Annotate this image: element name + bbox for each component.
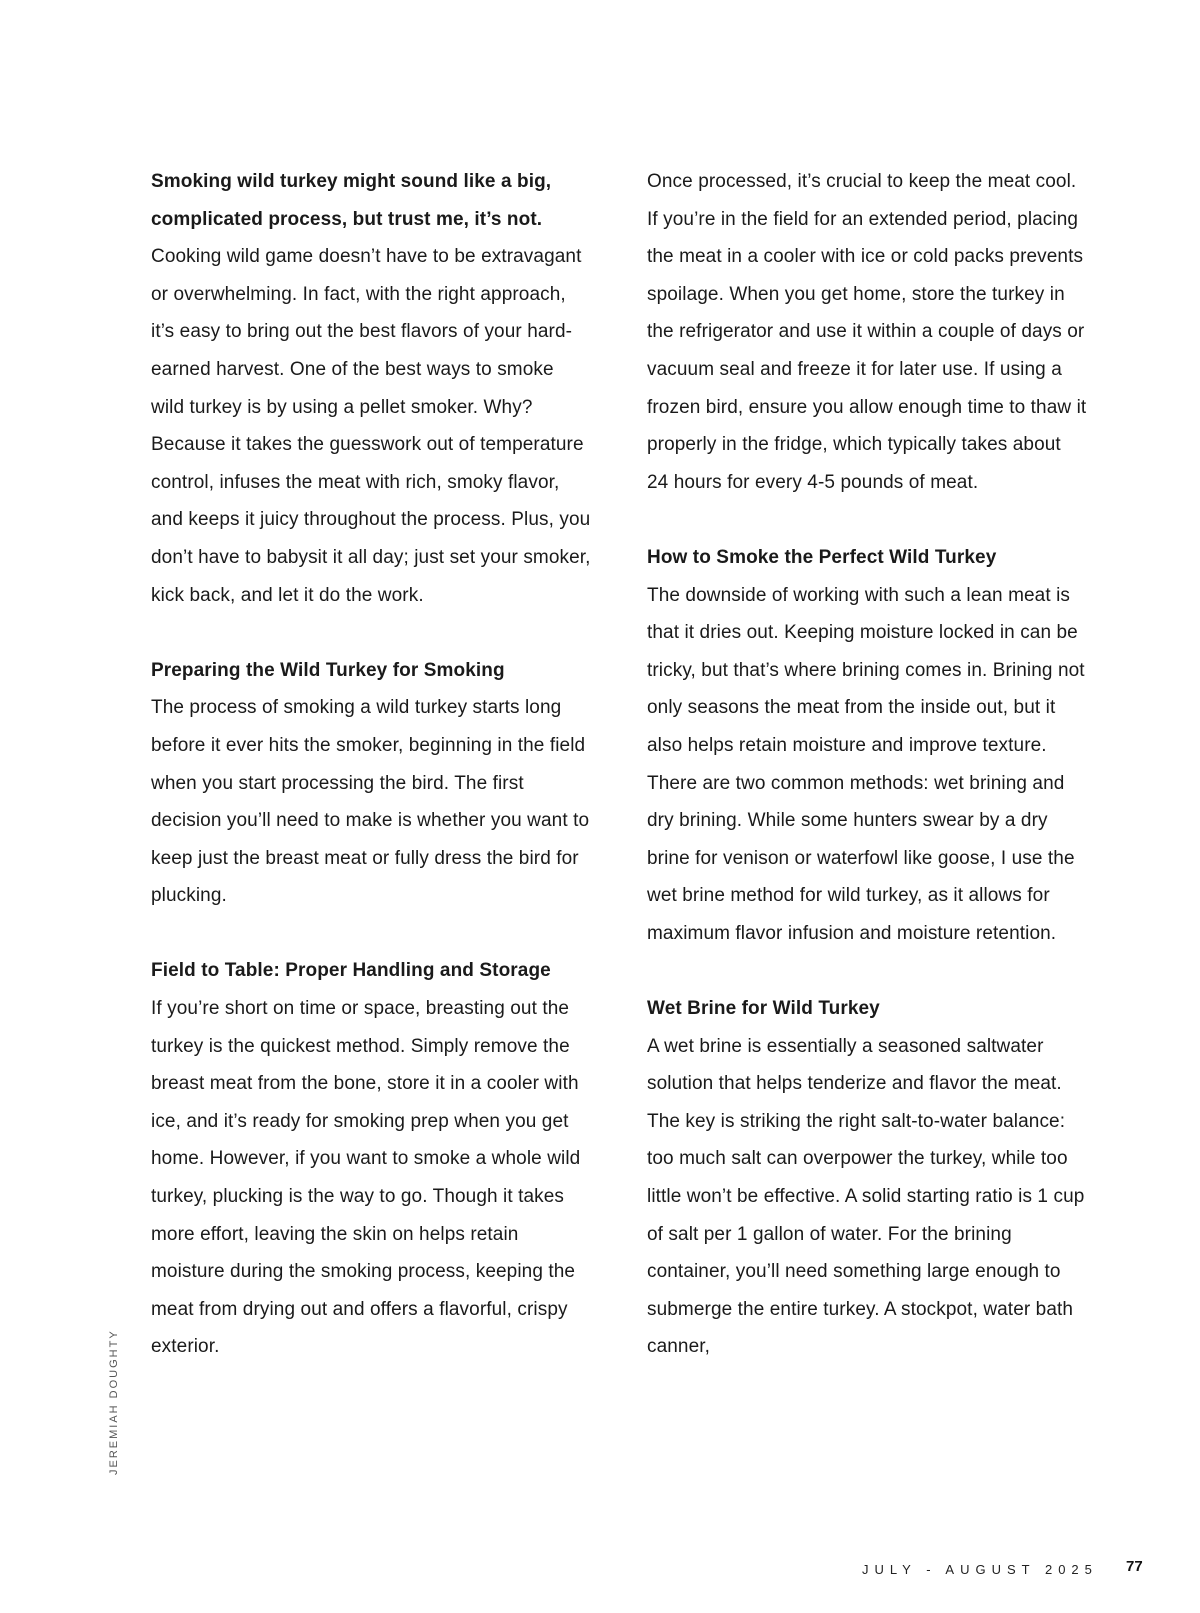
- issue-date: JULY - AUGUST 2025: [862, 1562, 1098, 1577]
- section-body-field-to-table: If you’re short on time or space, breasting out the turkey is the quickest method. Simply remove the breast meat from the bone, store it in a cooler with ice, and it’s ready for smoking prep when you get home. However, if you want to smoke a whole wild turkey, plucking is the way to go. Though it takes more effort, leaving the skin on helps retain moisture during the smoking process, keeping the meat from drying out and offers a flavorful, crispy exterior.: [151, 998, 581, 1358]
- intro-paragraph: [151, 163, 591, 614]
- storage-paragraph: Once processed, it’s crucial to keep the meat cool. If you’re in the field for an extended period, placing the meat in a cooler with ice or cold packs prevents spoilage. When you get home, store the turkey in the refrigerator and use it within a couple of days or vacuum seal and freeze it for later use. If using a frozen bird, ensure you allow enough time to thaw it properly in the fridge, which typically takes about 24 hours for every 4-5 pounds of meat.: [647, 171, 1087, 493]
- section-body-how-to-smoke: The downside of working with such a lean meat is that it dries out. Keeping moisture locked in can be tricky, but that’s where brining comes in. Brining not only seasons the meat from the inside out, but it also helps retain moisture and improve texture. There are two common methods: wet brining and dry brining. While some hunters swear by a dry brine for venison or waterfowl like goose, I use the wet brine method for wild turkey, as it allows for maximum flavor infusion and moisture retention.: [647, 584, 1085, 944]
- intro-text: Cooking wild game doesn’t have to be extravagant or overwhelming. In fact, with the right approach, it’s easy to bring out the best flavors of your hard-earned harvest. One of the best ways to smoke wild turkey is by using a pellet smoker. Why? Because it takes the guesswork out of temperature control, infuses the meat with rich, smoky flavor, and keeps it juicy throughout the process. Plus, you don’t have to babysit it all day; just set your smoker, kick back, and let it do the work.: [151, 246, 591, 606]
- section-heading-wet-brine: Wet Brine for Wild Turkey: [647, 998, 880, 1020]
- article-right-column: [647, 163, 1087, 1366]
- lead-sentence: Smoking wild turkey might sound like a big, complicated process, but trust me, it’s not.: [151, 171, 552, 230]
- section-body-preparing: The process of smoking a wild turkey starts long before it ever hits the smoker, beginning in the field when you start processing the bird. The first decision you’ll need to make is whether you want to keep just the breast meat or fully dress the bird for plucking.: [151, 697, 590, 907]
- section-body-wet-brine: A wet brine is essentially a seasoned saltwater solution that helps tenderize and flavor the meat. The key is striking the right salt-to-water balance: too much salt can overpower the turkey, while too little won’t be effective. A solid starting ratio is 1 cup of salt per 1 gallon of water. For the brining container, you’ll need something large enough to submerge the entire turkey. A stockpot, water bath canner,: [647, 1035, 1085, 1358]
- page-number: 77: [1126, 1558, 1143, 1575]
- section-heading-preparing: Preparing the Wild Turkey for Smoking: [151, 659, 505, 681]
- section-heading-how-to-smoke: How to Smoke the Perfect Wild Turkey: [647, 546, 997, 568]
- article-left-column: [151, 163, 591, 1366]
- section-heading-field-to-table: Field to Table: Proper Handling and Storage: [151, 960, 551, 982]
- photo-credit: JEREMIAH DOUGHTY: [108, 1329, 120, 1475]
